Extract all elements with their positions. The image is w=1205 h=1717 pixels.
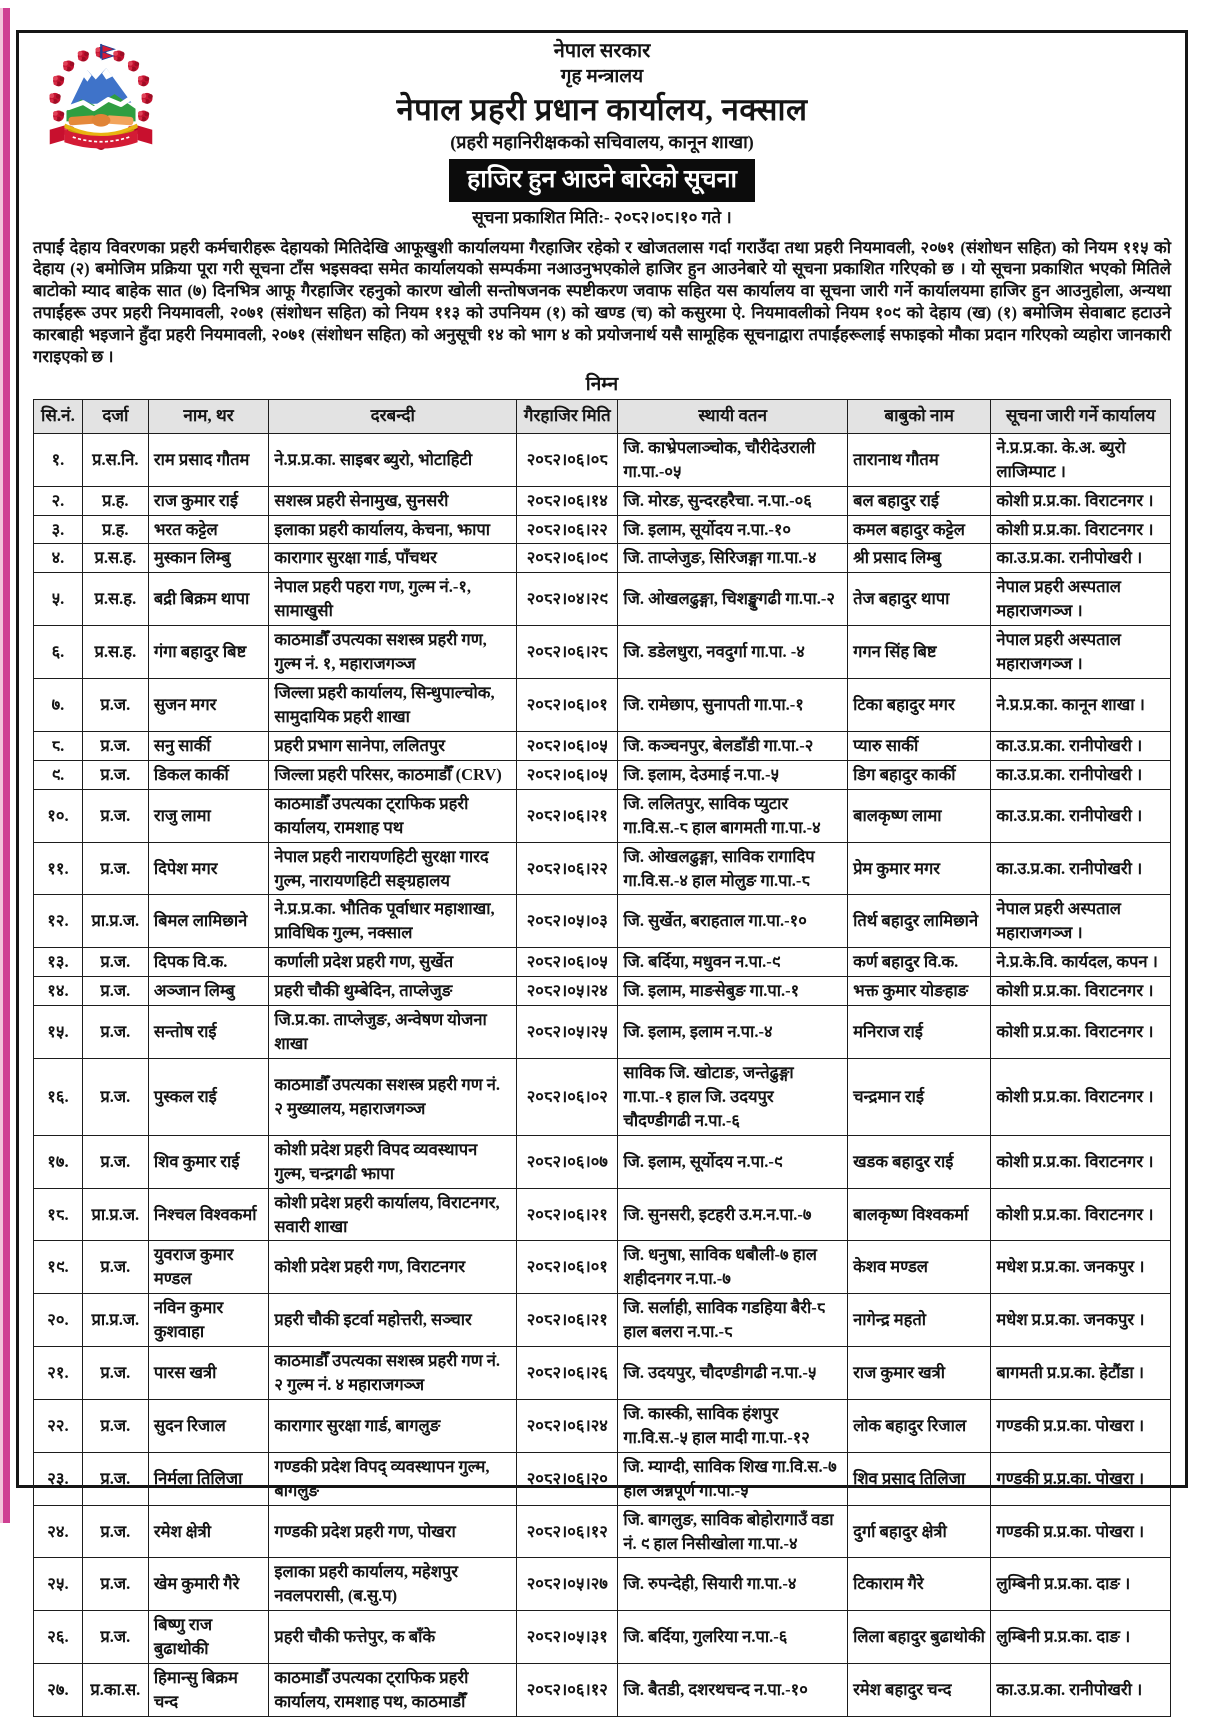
cell-serial-number: ३. <box>34 515 83 544</box>
cell-father-name: राज कुमार खत्री <box>848 1347 991 1400</box>
cell-father-name: कमल बहादुर कट्टेल <box>848 515 991 544</box>
ministry-name: गृह मन्त्रालय <box>560 66 644 87</box>
cell-name: निर्मला तिलिजा <box>148 1452 269 1505</box>
cell-permanent-address: जि. कास्की, साविक हंशपुर गा.वि.स.-५ हाल मादी गा.पा.-१२ <box>618 1399 848 1452</box>
document-page <box>16 30 1188 1712</box>
cell-absent-date: २०८२।०६।२२ <box>517 842 618 895</box>
cell-serial-number: २३. <box>34 1452 83 1505</box>
cell-rank: प्र.ज. <box>82 977 148 1006</box>
cell-absent-date: २०८२।०६।२१ <box>517 789 618 842</box>
cell-rank: प्र.ज. <box>82 679 148 732</box>
cell-father-name: दुर्गा बहादुर क्षेत्री <box>848 1505 991 1558</box>
cell-name: डिकल कार्की <box>148 760 269 789</box>
list-heading: निम्न <box>585 374 619 396</box>
cell-posting: ने.प्र.प्र.का. भौतिक पूर्वाधार महाशाखा, प्राविधिक गुल्म, नक्साल <box>269 895 517 948</box>
cell-absent-date: २०८२।०६।०७ <box>517 1135 618 1188</box>
cell-serial-number: २७. <box>34 1664 83 1717</box>
cell-absent-date: २०८२।०५।०३ <box>517 895 618 948</box>
cell-issuing-office: लुम्बिनी प्र.प्र.का. दाङ । <box>991 1611 1171 1664</box>
cell-issuing-office: कोशी प्र.प्र.का. विराटनगर । <box>991 977 1171 1006</box>
cell-serial-number: २१. <box>34 1347 83 1400</box>
cell-issuing-office: का.उ.प्र.का. रानीपोखरी । <box>991 789 1171 842</box>
cell-rank: प्रा.प्र.ज. <box>82 1188 148 1241</box>
cell-rank: प्र.ह. <box>82 515 148 544</box>
cell-father-name: प्यारु सार्की <box>848 731 991 760</box>
cell-permanent-address: जि. काभ्रेपलाञ्चोक, चौरीदेउराली गा.पा.-०५ <box>618 433 848 486</box>
cell-issuing-office: बागमती प्र.प्र.का. हेटौंडा । <box>991 1347 1171 1400</box>
cell-rank: प्र.ज. <box>82 1505 148 1558</box>
col-header-issuing-office: सूचना जारी गर्ने कार्यालय <box>991 400 1171 434</box>
cell-permanent-address: जि. बागलुङ, साविक बोहोरागाउँ वडा नं. ९ हाल निसीखोला गा.पा.-४ <box>618 1505 848 1558</box>
cell-posting: नेपाल प्रहरी नारायणहिटी सुरक्षा गारद गुल्म, नारायणहिटी सङ्ग्रहालय <box>269 842 517 895</box>
cell-issuing-office: कोशी प्र.प्र.का. विराटनगर । <box>991 1188 1171 1241</box>
cell-serial-number: १०. <box>34 789 83 842</box>
col-header-permanent-address: स्थायी वतन <box>618 400 848 434</box>
cell-name: बिमल लामिछाने <box>148 895 269 948</box>
cell-permanent-address: जि. बैतडी, दशरथचन्द न.पा.-१० <box>618 1664 848 1717</box>
cell-rank: प्र.ह. <box>82 486 148 515</box>
cell-name: राजु लामा <box>148 789 269 842</box>
cell-posting: सशस्त्र प्रहरी सेनामुख, सुनसरी <box>269 486 517 515</box>
cell-rank: प्र.ज. <box>82 1558 148 1611</box>
cell-name: पुस्कल राई <box>148 1058 269 1135</box>
cell-permanent-address: जि. सर्लाही, साविक गडहिया बैरी-८ हाल बलरा न.पा.-८ <box>618 1294 848 1347</box>
cell-father-name: डिग बहादुर कार्की <box>848 760 991 789</box>
cell-posting: प्रहरी चौकी फत्तेपुर, क बाँके <box>269 1611 517 1664</box>
table-row <box>34 948 1171 977</box>
cell-father-name: लिला बहादुर बुढाथोकी <box>848 1611 991 1664</box>
cell-serial-number: १४. <box>34 977 83 1006</box>
cell-permanent-address: जि. ललितपुर, साविक प्युटार गा.वि.स.-८ हाल बागमती गा.पा.-४ <box>618 789 848 842</box>
cell-absent-date: २०८२।०६।१२ <box>517 1664 618 1717</box>
table-header-row <box>34 400 1171 434</box>
cell-posting: कारागार सुरक्षा गार्ड, बागलुङ <box>269 1399 517 1452</box>
cell-absent-date: २०८२।०६।२० <box>517 1452 618 1505</box>
published-date-line: सूचना प्रकाशित मिति:- २०८२।०८।१० गते । <box>472 208 732 228</box>
cell-serial-number: ७. <box>34 679 83 732</box>
cell-posting: कोशी प्रदेश प्रहरी गण, विराटनगर <box>269 1241 517 1294</box>
cell-name: युवराज कुमार मण्डल <box>148 1241 269 1294</box>
table-row <box>34 1347 1171 1400</box>
cell-absent-date: २०८२।०६।०९ <box>517 544 618 573</box>
cell-absent-date: २०८२।०५।२४ <box>517 977 618 1006</box>
cell-father-name: तारानाथ गौतम <box>848 433 991 486</box>
cell-posting: गण्डकी प्रदेश विपद् व्यवस्थापन गुल्म, बागलुङ <box>269 1452 517 1505</box>
cell-issuing-office: नेपाल प्रहरी अस्पताल महाराजगञ्ज । <box>991 895 1171 948</box>
cell-permanent-address: जि. सुर्खेत, बराहताल गा.पा.-१० <box>618 895 848 948</box>
cell-father-name: लोक बहादुर रिजाल <box>848 1399 991 1452</box>
cell-absent-date: २०८२।०६।२१ <box>517 1294 618 1347</box>
table-row <box>34 1294 1171 1347</box>
cell-permanent-address: जि. धनुषा, साविक धबौली-७ हाल शहीदनगर न.पा.-७ <box>618 1241 848 1294</box>
table-row <box>34 760 1171 789</box>
table-row <box>34 1058 1171 1135</box>
cell-posting: जिल्ला प्रहरी परिसर, काठमाडौँ (CRV) <box>269 760 517 789</box>
cell-father-name: चन्द्रमान राई <box>848 1058 991 1135</box>
cell-issuing-office: नेपाल प्रहरी अस्पताल महाराजगञ्ज । <box>991 626 1171 679</box>
cell-father-name: मनिराज राई <box>848 1006 991 1059</box>
cell-issuing-office: गण्डकी प्र.प्र.का. पोखरा । <box>991 1452 1171 1505</box>
cell-issuing-office: लुम्बिनी प्र.प्र.का. दाङ । <box>991 1558 1171 1611</box>
government-name: नेपाल सरकार <box>553 40 651 62</box>
cell-rank: प्र.स.नि. <box>82 433 148 486</box>
cell-absent-date: २०८२।०५।३१ <box>517 1611 618 1664</box>
cell-serial-number: ४. <box>34 544 83 573</box>
document-header <box>33 39 1171 229</box>
cell-absent-date: २०८२।०६।०१ <box>517 679 618 732</box>
cell-issuing-office: मधेश प्र.प्र.का. जनकपुर । <box>991 1241 1171 1294</box>
cell-father-name: तिर्थ बहादुर लामिछाने <box>848 895 991 948</box>
col-header-father-name: बाबुको नाम <box>848 400 991 434</box>
cell-serial-number: २६. <box>34 1611 83 1664</box>
cell-posting: कर्णाली प्रदेश प्रहरी गण, सुर्खेत <box>269 948 517 977</box>
table-row <box>34 977 1171 1006</box>
cell-name: खेम कुमारी गैरे <box>148 1558 269 1611</box>
cell-issuing-office: नेपाल प्रहरी अस्पताल महाराजगञ्ज । <box>991 573 1171 626</box>
cell-rank: प्र.ज. <box>82 731 148 760</box>
cell-absent-date: २०८२।०६।०२ <box>517 1058 618 1135</box>
cell-serial-number: १. <box>34 433 83 486</box>
cell-permanent-address: जि. ताप्लेजुङ, सिरिजङ्गा गा.पा.-४ <box>618 544 848 573</box>
cell-absent-date: २०८२।०६।२४ <box>517 1399 618 1452</box>
col-header-name: नाम, थर <box>148 400 269 434</box>
cell-serial-number: १७. <box>34 1135 83 1188</box>
cell-rank: प्र.ज. <box>82 1058 148 1135</box>
table-row <box>34 626 1171 679</box>
cell-father-name: प्रेम कुमार मगर <box>848 842 991 895</box>
cell-permanent-address: जि. रामेछाप, सुनापती गा.पा.-१ <box>618 679 848 732</box>
cell-issuing-office: कोशी प्र.प्र.का. विराटनगर । <box>991 1058 1171 1135</box>
cell-father-name: खडक बहादुर राई <box>848 1135 991 1188</box>
cell-absent-date: २०८२।०६।२१ <box>517 1188 618 1241</box>
table-row <box>34 1241 1171 1294</box>
table-row <box>34 1399 1171 1452</box>
cell-name: नविन कुमार कुशवाहा <box>148 1294 269 1347</box>
table-row <box>34 573 1171 626</box>
cell-posting: नेपाल प्रहरी पहरा गण, गुल्म नं.-१, सामाखुसी <box>269 573 517 626</box>
cell-serial-number: २२. <box>34 1399 83 1452</box>
cell-permanent-address: जि. इलाम, सूर्योदय न.पा.-९ <box>618 1135 848 1188</box>
cell-serial-number: २५. <box>34 1558 83 1611</box>
cell-father-name: शिव प्रसाद तिलिजा <box>848 1452 991 1505</box>
nepal-emblem-icon <box>33 41 169 163</box>
table-row <box>34 1505 1171 1558</box>
cell-father-name: श्री प्रसाद लिम्बु <box>848 544 991 573</box>
table-row <box>34 679 1171 732</box>
cell-absent-date: २०८२।०५।२५ <box>517 1006 618 1059</box>
table-row <box>34 895 1171 948</box>
cell-rank: प्र.का.स. <box>82 1664 148 1717</box>
cell-name: दिपक वि.क. <box>148 948 269 977</box>
table-row <box>34 1135 1171 1188</box>
col-header-serial: सि.नं. <box>34 400 83 434</box>
cell-posting: प्रहरी चौकी इटर्वा महोत्तरी, सञ्चार <box>269 1294 517 1347</box>
cell-issuing-office: का.उ.प्र.का. रानीपोखरी । <box>991 760 1171 789</box>
cell-rank: प्र.ज. <box>82 1241 148 1294</box>
cell-serial-number: १२. <box>34 895 83 948</box>
cell-serial-number: १५. <box>34 1006 83 1059</box>
cell-name: बिष्णु राज बुढाथोकी <box>148 1611 269 1664</box>
cell-rank: प्र.ज. <box>82 1399 148 1452</box>
cell-issuing-office: गण्डकी प्र.प्र.का. पोखरा । <box>991 1505 1171 1558</box>
cell-issuing-office: का.उ.प्र.का. रानीपोखरी । <box>991 731 1171 760</box>
cell-permanent-address: जि. बर्दिया, मधुवन न.पा.-९ <box>618 948 848 977</box>
cell-issuing-office: का.उ.प्र.का. रानीपोखरी । <box>991 544 1171 573</box>
cell-absent-date: २०८२।०५।२७ <box>517 1558 618 1611</box>
cell-rank: प्र.ज. <box>82 1006 148 1059</box>
table-row <box>34 842 1171 895</box>
cell-permanent-address: जि. उदयपुर, चौदण्डीगढी न.पा.-५ <box>618 1347 848 1400</box>
cell-father-name: भक्त कुमार योङहाङ <box>848 977 991 1006</box>
cell-posting: ने.प्र.प्र.का. साइबर ब्युरो, भोटाहिटी <box>269 433 517 486</box>
cell-permanent-address: जि. इलाम, देउमाई न.पा.-५ <box>618 760 848 789</box>
cell-name: रमेश क्षेत्री <box>148 1505 269 1558</box>
cell-permanent-address: साविक जि. खोटाङ, जन्तेढुङ्गा गा.पा.-१ हाल जि. उदयपुर चौदण्डीगढी न.पा.-६ <box>618 1058 848 1135</box>
cell-name: राज कुमार राई <box>148 486 269 515</box>
cell-serial-number: १६. <box>34 1058 83 1135</box>
cell-serial-number: ९. <box>34 760 83 789</box>
cell-father-name: तेज बहादुर थापा <box>848 573 991 626</box>
cell-name: पारस खत्री <box>148 1347 269 1400</box>
cell-serial-number: ५. <box>34 573 83 626</box>
cell-posting: प्रहरी चौकी थुम्बेदिन, ताप्लेजुङ <box>269 977 517 1006</box>
cell-permanent-address: जि. कञ्चनपुर, बेलडाँडी गा.पा.-२ <box>618 731 848 760</box>
cell-father-name: बालकृष्ण विश्वकर्मा <box>848 1188 991 1241</box>
cell-rank: प्र.स.ह. <box>82 544 148 573</box>
cell-issuing-office: कोशी प्र.प्र.का. विराटनगर । <box>991 1006 1171 1059</box>
cell-father-name: नागेन्द्र महतो <box>848 1294 991 1347</box>
cell-name: सुदन रिजाल <box>148 1399 269 1452</box>
cell-posting: कारागार सुरक्षा गार्ड, पाँचथर <box>269 544 517 573</box>
cell-name: सन्तोष राई <box>148 1006 269 1059</box>
cell-rank: प्र.ज. <box>82 842 148 895</box>
table-row <box>34 789 1171 842</box>
col-header-rank: दर्जा <box>82 400 148 434</box>
cell-posting: इलाका प्रहरी कार्यालय, महेशपुर नवलपरासी, (ब.सु.प) <box>269 1558 517 1611</box>
cell-name: बद्री बिक्रम थापा <box>148 573 269 626</box>
cell-serial-number: ८. <box>34 731 83 760</box>
cell-rank: प्र.ज. <box>82 760 148 789</box>
table-row <box>34 1611 1171 1664</box>
cell-posting: गण्डकी प्रदेश प्रहरी गण, पोखरा <box>269 1505 517 1558</box>
cell-permanent-address: जि. डडेलधुरा, नवदुर्गा गा.पा. -४ <box>618 626 848 679</box>
cell-issuing-office: का.उ.प्र.का. रानीपोखरी । <box>991 1664 1171 1717</box>
cell-posting: जि.प्र.का. ताप्लेजुङ, अन्वेषण योजना शाखा <box>269 1006 517 1059</box>
cell-name: मुस्कान लिम्बु <box>148 544 269 573</box>
cell-serial-number: ६. <box>34 626 83 679</box>
cell-name: शिव कुमार राई <box>148 1135 269 1188</box>
cell-serial-number: २०. <box>34 1294 83 1347</box>
col-header-absent-date: गैरहाजिर मिति <box>517 400 618 434</box>
table-row <box>34 1006 1171 1059</box>
cell-permanent-address: जि. इलाम, इलाम न.पा.-४ <box>618 1006 848 1059</box>
cell-issuing-office: मधेश प्र.प्र.का. जनकपुर । <box>991 1294 1171 1347</box>
cell-name: सुजन मगर <box>148 679 269 732</box>
cell-rank: प्रा.प्र.ज. <box>82 895 148 948</box>
cell-rank: प्र.ज. <box>82 789 148 842</box>
notice-title-banner: हाजिर हुन आउने बारेको सूचना <box>449 159 755 202</box>
cell-absent-date: २०८२।०६।१२ <box>517 1505 618 1558</box>
table-row <box>34 1558 1171 1611</box>
cell-absent-date: २०८२।०६।०१ <box>517 1241 618 1294</box>
cell-father-name: रमेश बहादुर चन्द <box>848 1664 991 1717</box>
cell-issuing-office: कोशी प्र.प्र.का. विराटनगर । <box>991 1135 1171 1188</box>
cell-father-name: टिका बहादुर मगर <box>848 679 991 732</box>
table-row <box>34 544 1171 573</box>
personnel-table-body <box>34 433 1171 1716</box>
cell-issuing-office: ने.प्र.प्र.का. के.अ. ब्युरो लाजिम्पाट । <box>991 433 1171 486</box>
table-row <box>34 1452 1171 1505</box>
cell-issuing-office: गण्डकी प्र.प्र.का. पोखरा । <box>991 1399 1171 1452</box>
cell-permanent-address: जि. रुपन्देही, सियारी गा.पा.-४ <box>618 1558 848 1611</box>
scan-edge-accent <box>3 8 10 1523</box>
cell-posting: काठमाडौँ उपत्यका ट्राफिक प्रहरी कार्यालय, रामशाह पथ <box>269 789 517 842</box>
col-header-posting: दरबन्दी <box>269 400 517 434</box>
personnel-table <box>33 399 1171 1717</box>
cell-serial-number: २. <box>34 486 83 515</box>
cell-name: हिमान्सु बिक्रम चन्द <box>148 1664 269 1717</box>
cell-rank: प्र.ज. <box>82 1135 148 1188</box>
table-row <box>34 486 1171 515</box>
cell-posting: काठमाडौँ उपत्यका ट्राफिक प्रहरी कार्यालय, रामशाह पथ, काठमाडौँ <box>269 1664 517 1717</box>
office-title: नेपाल प्रहरी प्रधान कार्यालय, नक्साल <box>396 91 808 127</box>
cell-absent-date: २०८२।०६।२६ <box>517 1347 618 1400</box>
cell-name: अञ्जान लिम्बु <box>148 977 269 1006</box>
cell-rank: प्रा.प्र.ज. <box>82 1294 148 1347</box>
cell-father-name: कर्ण बहादुर वि.क. <box>848 948 991 977</box>
cell-absent-date: २०८२।०६।२२ <box>517 515 618 544</box>
cell-issuing-office: कोशी प्र.प्र.का. विराटनगर । <box>991 515 1171 544</box>
cell-absent-date: २०८२।०६।१४ <box>517 486 618 515</box>
cell-serial-number: १३. <box>34 948 83 977</box>
cell-permanent-address: जि. म्याग्दी, साविक शिख गा.वि.स.-७ हाल अन्नपूर्ण गा.पा.-५ <box>618 1452 848 1505</box>
department-subtitle: (प्रहरी महानिरीक्षकको सचिवालय, कानून शाखा) <box>450 131 754 152</box>
cell-absent-date: २०८२।०६।०५ <box>517 760 618 789</box>
cell-name: राम प्रसाद गौतम <box>148 433 269 486</box>
cell-permanent-address: जि. ओखलढुङ्गा, चिशङ्खुगढी गा.पा.-२ <box>618 573 848 626</box>
cell-father-name: बालकृष्ण लामा <box>848 789 991 842</box>
cell-rank: प्र.ज. <box>82 1347 148 1400</box>
notice-body-paragraph: तपाईं देहाय विवरणका प्रहरी कर्मचारीहरू देहायको मितिदेखि आफूखुशी कार्यालयमा गैरहाजिर रहेको र खोजतलास गर्दा गराउँदा तथा प्रहरी नियमावली, २०७१ (संशोधन सहित) को नियम ११५ को देहाय (२) बमोजिम प्रक्रिया पूरा गरी सूचना टाँस भइसक्दा समेत कार्यालयको सम्पर्कमा नआउनुभएकोले हाजिर हुन आउनेबारे यो सूचना प्रकाशित गरिएको छ । यो सूचना प्रकाशित भएको मितिले बाटोको म्याद बाहेक सात (७) दिनभित्र आफू गैरहाजिर रहनुको कारण खोली सन्तोषजनक स्पष्टीकरण जवाफ सहित यस कार्यालय वा सूचना जारी गर्ने कार्यालयमा हाजिर हुन आउनुहोला, अन्यथा तपाईंहरू उपर प्रहरी नियमावली, २०७१ (संशोधन सहित) को नियम ११३ को उपनियम (१) को खण्ड (च) को कसुरमा ऐ. नियमावलीको नियम १०९ को देहाय (ख) (१) बमोजिम सेवाबाट हटाउने कारबाही भइजाने हुँदा प्रहरी नियमावली, २०७१ (संशोधन सहित) को अनुसूची १४ को भाग ४ को प्रयोजनार्थ यसै सामूहिक सूचनाद्वारा तपाईंहरूलाई सफाइको मौका प्रदान गरिएको व्यहोरा जानकारी गराइएको छ । <box>33 237 1171 367</box>
cell-permanent-address: जि. इलाम, माङसेबुङ गा.पा.-१ <box>618 977 848 1006</box>
cell-name: गंगा बहादुर बिष्ट <box>148 626 269 679</box>
cell-absent-date: २०८२।०६।०५ <box>517 948 618 977</box>
cell-name: दिपेश मगर <box>148 842 269 895</box>
cell-father-name: गगन सिंह बिष्ट <box>848 626 991 679</box>
table-row <box>34 515 1171 544</box>
cell-permanent-address: जि. ओखलढुङ्गा, साविक रागादिप गा.वि.स.-४ हाल मोलुङ गा.पा.-८ <box>618 842 848 895</box>
cell-rank: प्र.स.ह. <box>82 573 148 626</box>
cell-absent-date: २०८२।०६।२८ <box>517 626 618 679</box>
cell-absent-date: २०८२।०४।२९ <box>517 573 618 626</box>
cell-posting: काठमाडौँ उपत्यका सशस्त्र प्रहरी गण, गुल्म नं. १, महाराजगञ्ज <box>269 626 517 679</box>
cell-posting: काठमाडौँ उपत्यका सशस्त्र प्रहरी गण नं. २ मुख्यालय, महाराजगञ्ज <box>269 1058 517 1135</box>
cell-permanent-address: जि. मोरङ, सुन्दरहरैचा. न.पा.-०६ <box>618 486 848 515</box>
cell-issuing-office: ने.प्र.के.वि. कार्यदल, कपन । <box>991 948 1171 977</box>
cell-father-name: बल बहादुर राई <box>848 486 991 515</box>
cell-issuing-office: ने.प्र.प्र.का. कानून शाखा । <box>991 679 1171 732</box>
cell-issuing-office: कोशी प्र.प्र.का. विराटनगर । <box>991 486 1171 515</box>
table-row <box>34 731 1171 760</box>
cell-rank: प्र.ज. <box>82 1611 148 1664</box>
cell-posting: जिल्ला प्रहरी कार्यालय, सिन्धुपाल्चोक, सामुदायिक प्रहरी शाखा <box>269 679 517 732</box>
cell-issuing-office: का.उ.प्र.का. रानीपोखरी । <box>991 842 1171 895</box>
cell-name: निश्चल विश्वकर्मा <box>148 1188 269 1241</box>
cell-serial-number: १८. <box>34 1188 83 1241</box>
table-row <box>34 433 1171 486</box>
cell-permanent-address: जि. सुनसरी, इटहरी उ.म.न.पा.-७ <box>618 1188 848 1241</box>
cell-absent-date: २०८२।०६।०८ <box>517 433 618 486</box>
cell-rank: प्र.स.ह. <box>82 626 148 679</box>
cell-posting: कोशी प्रदेश प्रहरी विपद व्यवस्थापन गुल्म, चन्द्रगढी झापा <box>269 1135 517 1188</box>
cell-serial-number: २४. <box>34 1505 83 1558</box>
cell-name: भरत कट्टेल <box>148 515 269 544</box>
cell-posting: कोशी प्रदेश प्रहरी कार्यालय, विराटनगर, सवारी शाखा <box>269 1188 517 1241</box>
cell-permanent-address: जि. इलाम, सूर्योदय न.पा.-१० <box>618 515 848 544</box>
table-row <box>34 1188 1171 1241</box>
table-row <box>34 1664 1171 1717</box>
cell-rank: प्र.ज. <box>82 948 148 977</box>
cell-absent-date: २०८२।०६।०५ <box>517 731 618 760</box>
cell-posting: प्रहरी प्रभाग सानेपा, ललितपुर <box>269 731 517 760</box>
cell-serial-number: १९. <box>34 1241 83 1294</box>
cell-posting: काठमाडौँ उपत्यका सशस्त्र प्रहरी गण नं. २ गुल्म नं. ४ महाराजगञ्ज <box>269 1347 517 1400</box>
cell-father-name: केशव मण्डल <box>848 1241 991 1294</box>
cell-father-name: टिकाराम गैरे <box>848 1558 991 1611</box>
cell-rank: प्र.ज. <box>82 1452 148 1505</box>
cell-serial-number: ११. <box>34 842 83 895</box>
cell-name: सनु सार्की <box>148 731 269 760</box>
cell-posting: इलाका प्रहरी कार्यालय, केचना, झापा <box>269 515 517 544</box>
cell-permanent-address: जि. बर्दिया, गुलरिया न.पा.-६ <box>618 1611 848 1664</box>
